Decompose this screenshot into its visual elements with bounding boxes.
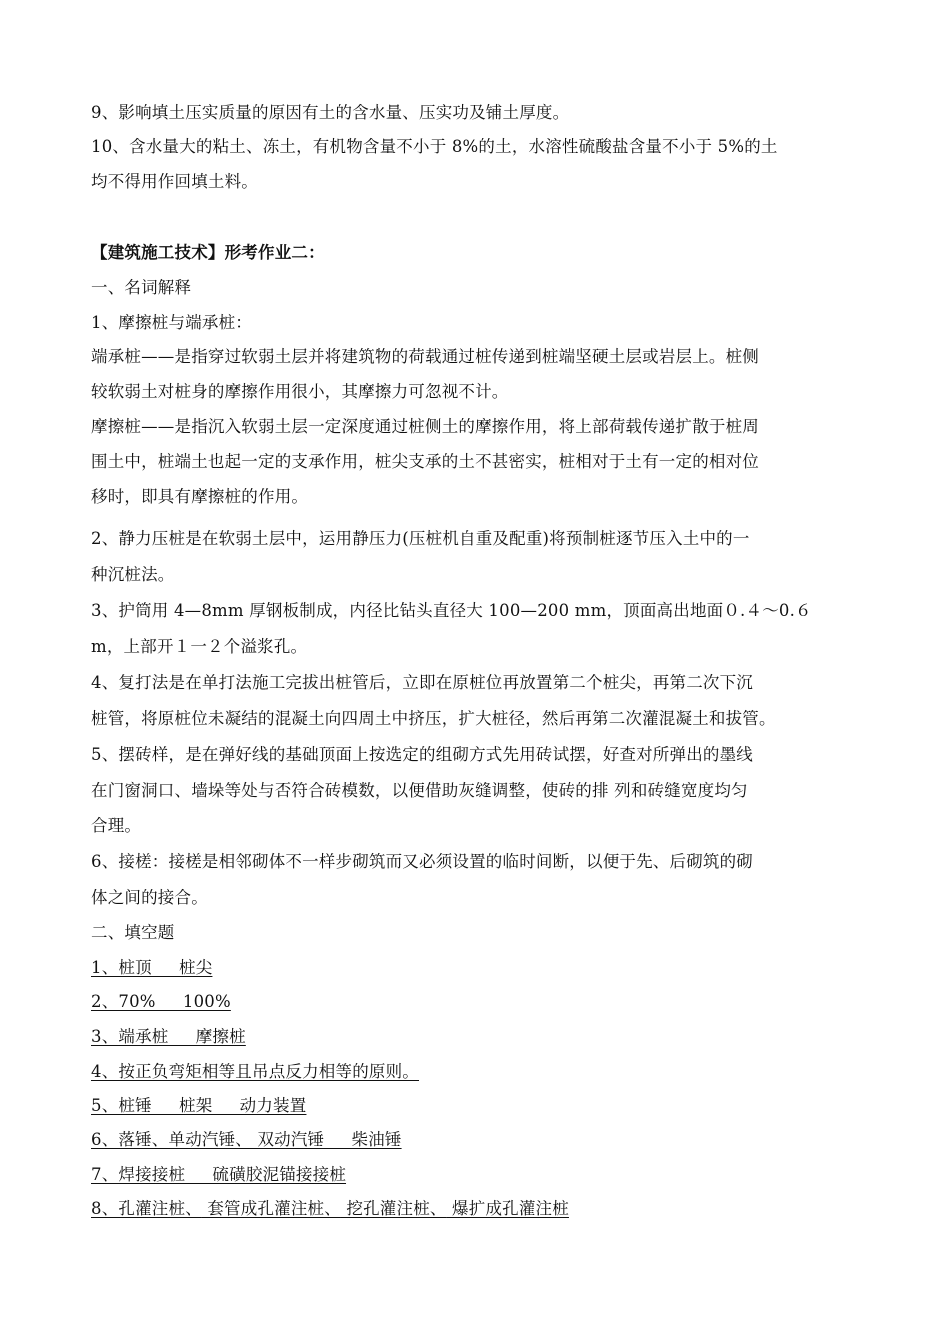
- fill-answer-7-text: 7、焊接接桩 硫磺胶泥锚接接桩: [91, 1165, 347, 1184]
- fill-answer-5-text: 5、桩锤 桩架 动力装置: [91, 1096, 307, 1115]
- fill-answer-1: [91, 957, 871, 979]
- question-1-title: 1、摩擦桩与端承桩：: [91, 313, 252, 332]
- answer-6-line-1: 6、接槎：接槎是相邻砌体不一样步砌筑而又必须设置的临时间断，以便于先、后砌筑的砌: [91, 852, 753, 871]
- fill-answer-7: [91, 1164, 871, 1186]
- answer-2-line-2: 种沉桩法。: [91, 565, 175, 584]
- fill-answer-3-text: 3、端承桩 摩擦桩: [91, 1027, 246, 1046]
- fill-answer-8-part-1: 8、孔灌注桩、: [91, 1199, 202, 1218]
- answer-1b-line-2: 围土中，桩端土也起一定的支承作用，桩尖支承的土不甚密实，桩相对于土有一定的相对位: [91, 452, 759, 471]
- paragraph-item-10-line-2: 均不得用作回填土料。: [91, 172, 258, 191]
- answer-3-line-2: m，上部开１一２个溢浆孔。: [91, 637, 308, 656]
- fill-answer-6: [91, 1129, 871, 1151]
- section-1-title: 一、名词解释: [91, 278, 192, 297]
- paragraph-item-9: 9、影响填土压实质量的原因有土的含水量、压实功及铺土厚度。: [91, 103, 570, 122]
- answer-1a-line-1: 端承桩——是指穿过软弱土层并将建筑物的荷载通过桩传递到桩端坚硬土层或岩层上。桩侧: [91, 347, 759, 366]
- answer-3-line-1: 3、护筒用 4—8mm 厚钢板制成，内径比钻头直径大 100—200 mm，顶面高出地面０.４～0.６: [91, 601, 812, 620]
- fill-answer-4: [91, 1061, 871, 1083]
- fill-answer-2-text: 2、70% 100%: [91, 992, 231, 1011]
- answer-5-line-3: 合理。: [91, 816, 142, 835]
- fill-answer-6-part-1: 6、落锤、: [91, 1130, 169, 1149]
- fill-answer-1-text: 1、桩顶 桩尖: [91, 958, 213, 977]
- fill-answer-8-part-2: 套管成孔灌注桩、: [201, 1199, 341, 1218]
- answer-1a-line-2: 较软弱土对桩身的摩擦作用很小，其摩擦力可忽视不计。: [91, 382, 509, 401]
- answer-5-line-2: 在门窗洞口、墙垛等处与否符合砖模数，以便借助灰缝调整，使砖的排 列和砖缝宽度均匀: [91, 781, 748, 800]
- section-heading: 【建筑施工技术】形考作业二：: [91, 243, 325, 262]
- fill-answer-8: [91, 1198, 871, 1220]
- answer-4-line-1: 4、复打法是在单打法施工完拔出桩管后，立即在原桩位再放置第二个桩尖，再第二次下沉: [91, 673, 753, 692]
- fill-answer-4-text: 4、按正负弯矩相等且吊点反力相等的原则。: [91, 1062, 419, 1081]
- answer-4-line-2: 桩管，将原桩位未凝结的混凝土向四周土中挤压，扩大桩径，然后再第二次灌混凝土和拔管。: [91, 709, 776, 728]
- paragraph-item-10-line-1: 10、含水量大的粘土、冻土，有机物含量不小于 8%的土，水溶性硫酸盐含量不小于 5%的土: [91, 137, 778, 156]
- answer-5-line-1: 5、摆砖样，是在弹好线的基础顶面上按选定的组砌方式先用砖试摆，好查对所弹出的墨线: [91, 745, 753, 764]
- answer-6-line-2: 体之间的接合。: [91, 888, 208, 907]
- fill-answer-2: [91, 991, 871, 1013]
- section-2-title: 二、填空题: [91, 923, 175, 942]
- fill-answer-3: [91, 1026, 871, 1048]
- fill-answer-8-part-4: 爆扩成孔灌注桩: [446, 1199, 569, 1218]
- fill-answer-6-part-3: 双动汽锤 柴油锤: [252, 1130, 402, 1149]
- fill-answer-8-part-3: 挖孔灌注桩、: [340, 1199, 447, 1218]
- answer-1b-line-1: 摩擦桩——是指沉入软弱土层一定深度通过桩侧土的摩擦作用，将上部荷载传递扩散于桩周: [91, 417, 759, 436]
- answer-1b-line-3: 移时，即具有摩擦桩的作用。: [91, 487, 309, 506]
- fill-answer-6-part-2: 单动汽锤、: [168, 1130, 252, 1149]
- answer-2-line-1: 2、静力压桩是在软弱土层中，运用静压力(压桩机自重及配重)将预制桩逐节压入土中的一: [91, 529, 750, 548]
- fill-answer-5: [91, 1095, 871, 1117]
